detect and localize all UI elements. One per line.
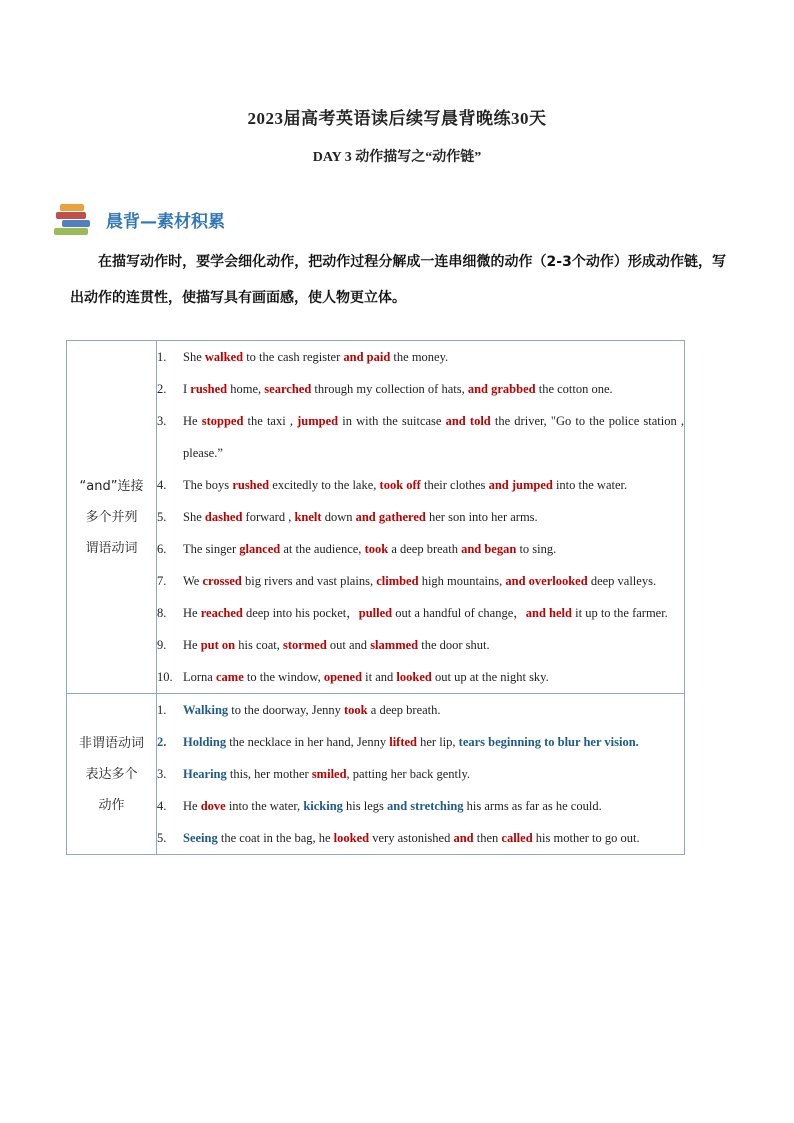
sentence xyxy=(183,726,684,758)
list-item xyxy=(157,629,684,661)
list-item xyxy=(157,726,684,758)
item-number: 9. xyxy=(157,638,167,652)
highlighted-verb: called xyxy=(501,831,533,845)
sentence-text: her son into her arms. xyxy=(425,510,538,524)
highlighted-verb: and held xyxy=(525,606,572,620)
sentence xyxy=(183,661,684,693)
list-item xyxy=(157,565,684,597)
sentence-text: their clothes xyxy=(420,478,489,492)
sentence xyxy=(183,822,684,854)
highlighted-verb: and paid xyxy=(343,350,391,364)
list-item xyxy=(157,501,684,533)
sentence-text: big rivers and vast plains, xyxy=(241,574,377,588)
item-number: 3. xyxy=(157,767,167,781)
item-number: 7. xyxy=(157,574,167,588)
highlighted-verb: and told xyxy=(445,414,491,428)
sentence-text: to the doorway, Jenny xyxy=(228,703,345,717)
highlighted-verb: rushed xyxy=(190,382,228,396)
list-item xyxy=(157,790,684,822)
sentence-text: the door shut. xyxy=(418,638,490,652)
highlighted-verb: came xyxy=(215,670,244,684)
highlighted-verb: reached xyxy=(200,606,243,620)
category-cell xyxy=(67,341,157,694)
highlighted-verb: kicking xyxy=(303,799,343,813)
sentence-text: She xyxy=(183,510,205,524)
list-item xyxy=(157,661,684,693)
document-subtitle: DAY 3 动作描写之“动作链” xyxy=(312,150,482,165)
highlighted-verb: and xyxy=(453,831,474,845)
sentence-text: deep into his pocket， xyxy=(242,606,359,620)
item-number: 1. xyxy=(157,703,167,717)
sentence-text: excitedly to the lake, xyxy=(269,478,380,492)
item-number: 2. xyxy=(157,382,167,396)
highlighted-verb: and grabbed xyxy=(467,382,536,396)
item-number: 5. xyxy=(157,510,167,524)
examples-cell xyxy=(157,694,685,855)
sentence-text: through my collection of hats, xyxy=(311,382,468,396)
section-header xyxy=(52,202,225,236)
highlighted-verb: knelt xyxy=(294,510,322,524)
sentence xyxy=(183,405,684,469)
sentence-text: then xyxy=(473,831,502,845)
highlighted-verb: and jumped xyxy=(488,478,553,492)
examples-cell xyxy=(157,341,685,694)
sentence-text: the cotton one. xyxy=(535,382,613,396)
item-number: 1. xyxy=(157,350,167,364)
item-number: 4. xyxy=(157,478,167,492)
item-number: 5. xyxy=(157,831,167,845)
sentence-text: his coat, xyxy=(235,638,284,652)
sentence-text: a deep breath. xyxy=(367,703,441,717)
highlighted-verb: took off xyxy=(379,478,421,492)
sentence-text: down xyxy=(321,510,356,524)
highlighted-verb: looked xyxy=(333,831,370,845)
list-item xyxy=(157,822,684,854)
table-row xyxy=(67,341,685,694)
sentence xyxy=(183,790,684,822)
sentence-text: her lip, xyxy=(417,735,459,749)
item-number: 10. xyxy=(157,670,173,684)
list-item xyxy=(157,694,684,726)
sentence-text: The singer xyxy=(183,542,240,556)
sentence-text: into the water, xyxy=(225,799,304,813)
sentence xyxy=(183,565,684,597)
highlighted-verb: pulled xyxy=(358,606,393,620)
item-number: 6. xyxy=(157,542,167,556)
highlighted-verb: opened xyxy=(323,670,363,684)
sentence-text: The boys xyxy=(183,478,233,492)
sentence-text: the money. xyxy=(390,350,449,364)
highlighted-verb: stopped xyxy=(201,414,244,428)
sentence-text: it and xyxy=(362,670,397,684)
list-item xyxy=(157,405,684,469)
sentence-text: home, xyxy=(227,382,265,396)
highlighted-verb: dashed xyxy=(204,510,243,524)
highlighted-verb: took xyxy=(344,703,368,717)
highlighted-verb: Holding xyxy=(183,735,227,749)
sentence-text: his legs xyxy=(342,799,388,813)
highlighted-verb: and overlooked xyxy=(505,574,588,588)
item-number: 3. xyxy=(157,414,167,428)
highlighted-verb: dove xyxy=(200,799,226,813)
sentence-text: forward , xyxy=(242,510,295,524)
highlighted-verb: took xyxy=(364,542,389,556)
highlighted-verb: jumped xyxy=(297,414,339,428)
sentence-text: , patting her back gently. xyxy=(346,767,471,781)
highlighted-verb: tears beginning to blur her vision. xyxy=(458,735,639,749)
highlighted-verb: crossed xyxy=(202,574,242,588)
highlighted-verb: put on xyxy=(200,638,236,652)
sentence xyxy=(183,533,684,565)
item-number: 4. xyxy=(157,799,167,813)
sentence-text: He xyxy=(183,606,201,620)
sentence-text: it up to the farmer. xyxy=(572,606,668,620)
example-list xyxy=(157,694,684,854)
sentence xyxy=(183,341,684,373)
sentence-text: out a handful of change， xyxy=(392,606,526,620)
highlighted-verb: looked xyxy=(396,670,432,684)
sentence xyxy=(183,694,684,726)
sentence-text: We xyxy=(183,574,203,588)
sentence xyxy=(183,501,684,533)
action-chain-table xyxy=(66,340,685,855)
sentence-text: the driver, "Go to the police station , please.” xyxy=(183,414,684,460)
sentence-text: He xyxy=(183,638,201,652)
sentence-text: at the audience, xyxy=(280,542,365,556)
sentence xyxy=(183,373,684,405)
highlighted-verb: climbed xyxy=(376,574,419,588)
sentence-text: to the window, xyxy=(243,670,324,684)
list-item xyxy=(157,373,684,405)
category-line: “and”连接 xyxy=(79,478,144,494)
sentence xyxy=(183,597,684,629)
highlighted-verb: walked xyxy=(204,350,244,364)
sentence-text: a deep breath xyxy=(388,542,462,556)
sentence-text: high mountains, xyxy=(418,574,506,588)
sentence xyxy=(183,469,684,501)
sentence-text: his mother to go out. xyxy=(532,831,640,845)
highlighted-verb: Hearing xyxy=(183,767,227,781)
sentence-text: very astonished xyxy=(369,831,454,845)
sentence-text: She xyxy=(183,350,205,364)
sentence-text: deep valleys. xyxy=(587,574,657,588)
highlighted-verb: lifted xyxy=(389,735,417,749)
sentence-text: the coat in the bag, he xyxy=(217,831,334,845)
example-list xyxy=(157,341,684,693)
category-line: 谓语动词 xyxy=(85,540,138,556)
books-icon xyxy=(52,202,96,236)
sentence xyxy=(183,629,684,661)
sentence-text: out and xyxy=(326,638,371,652)
category-cell xyxy=(67,694,157,855)
category-line: 动作 xyxy=(98,797,125,813)
list-item xyxy=(157,758,684,790)
highlighted-verb: stormed xyxy=(283,638,327,652)
highlighted-verb: rushed xyxy=(232,478,270,492)
sentence-text: He xyxy=(183,414,202,428)
sentence-text: to sing. xyxy=(516,542,557,556)
sentence-text: into the water. xyxy=(552,478,628,492)
highlighted-verb: Seeing xyxy=(183,831,218,845)
intro-paragraph: 在描写动作时，要学会细化动作，把动作过程分解成一连串细微的动作（2-3个动作）形成动作链，写出动作的连贯性，使描写具有画面感，使人物更立体。 xyxy=(70,254,726,306)
sentence-text: to the cash register xyxy=(243,350,344,364)
section-title: 晨背—素材积累 xyxy=(106,211,225,232)
category-line: 表达多个 xyxy=(85,766,138,782)
item-number: 8. xyxy=(157,606,167,620)
table-row xyxy=(67,694,685,855)
highlighted-verb: searched xyxy=(264,382,312,396)
sentence-text: this, her mother xyxy=(226,767,312,781)
list-item xyxy=(157,341,684,373)
highlighted-verb: glanced xyxy=(239,542,281,556)
sentence-text: He xyxy=(183,799,201,813)
sentence-text: in with the suitcase xyxy=(338,414,446,428)
document-title: 2023届高考英语读后续写晨背晚练30天 xyxy=(247,109,547,128)
highlighted-verb: and stretching xyxy=(387,799,464,813)
sentence-text: his arms as far as he could. xyxy=(463,799,602,813)
list-item xyxy=(157,533,684,565)
highlighted-verb: and gathered xyxy=(355,510,426,524)
sentence xyxy=(183,758,684,790)
category-line: 非谓语动词 xyxy=(78,735,144,751)
item-number: 2. xyxy=(157,735,167,749)
list-item xyxy=(157,597,684,629)
sentence-text: I xyxy=(183,382,191,396)
sentence-text: the necklace in her hand, Jenny xyxy=(226,735,390,749)
list-item xyxy=(157,469,684,501)
sentence-text: Lorna xyxy=(183,670,216,684)
highlighted-verb: and began xyxy=(461,542,517,556)
sentence-text: out up at the night sky. xyxy=(431,670,549,684)
highlighted-verb: slammed xyxy=(370,638,419,652)
highlighted-verb: Walking xyxy=(183,703,229,717)
highlighted-verb: smiled xyxy=(311,767,347,781)
sentence-text: the taxi , xyxy=(243,414,298,428)
category-line: 多个并列 xyxy=(85,509,138,525)
